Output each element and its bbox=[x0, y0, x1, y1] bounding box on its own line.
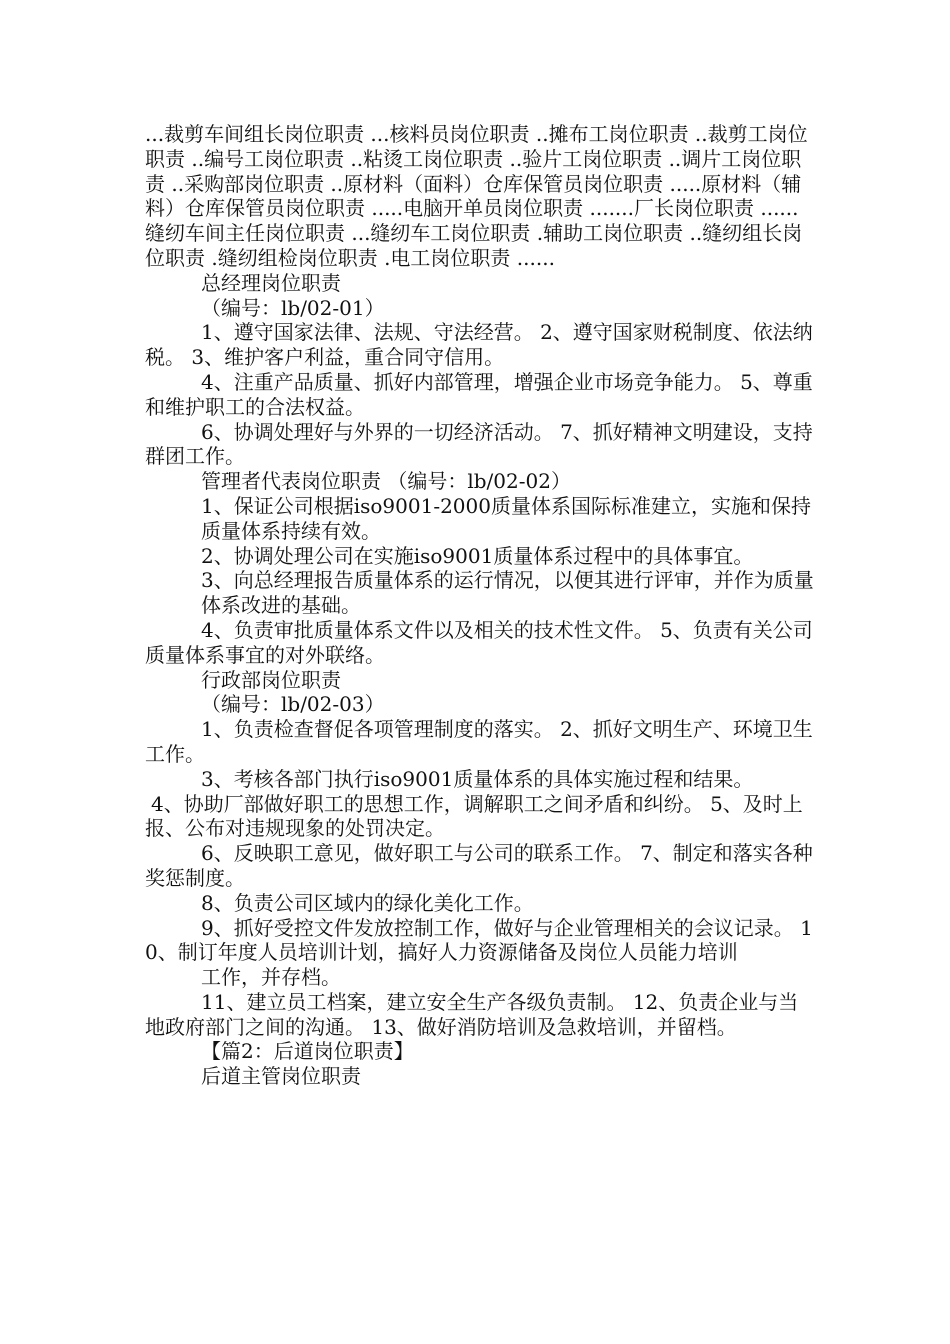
paragraph: 4、注重产品质量、抓好内部管理，增强企业市场竞争能力。 5、尊重和维护职工的合法权益。 bbox=[145, 369, 813, 419]
paragraph: 11、建立员工档案，建立安全生产各级负责制。 12、负责企业与当地政府部门之间的沟通。 13、做好消防培训及急救培训，并留档。 bbox=[145, 989, 799, 1039]
paragraph: 2、协调处理公司在实施iso9001质量体系过程中的具体事宜。 bbox=[201, 543, 754, 568]
code-general-manager: （编号：lb/02-01） bbox=[201, 295, 385, 320]
document-body bbox=[145, 122, 815, 1089]
paragraph: 工作，并存档。 bbox=[201, 965, 341, 990]
paragraph: 8、负责公司区域内的绿化美化工作。 bbox=[201, 890, 534, 915]
paragraph: 9、抓好受控文件发放控制工作，做好与企业管理相关的会议记录。 10、制订年度人员培训计划，搞好人力资源储备及岗位人员能力培训 bbox=[145, 915, 813, 965]
heading-general-manager: 总经理岗位职责 bbox=[201, 270, 341, 295]
paragraph: 3、向总经理报告质量体系的运行情况，以便其进行评审，并作为质量 bbox=[201, 568, 814, 593]
paragraph: 4、协助厂部做好职工的思想工作，调解职工之间矛盾和纠纷。 5、及时上报、公布对违规现象的处罚决定。 bbox=[145, 791, 803, 841]
paragraph: 6、反映职工意见，做好职工与公司的联系工作。 7、制定和落实各种奖惩制度。 bbox=[145, 841, 813, 890]
heading-management-representative: 管理者代表岗位职责 （编号：lb/02-02） bbox=[201, 469, 571, 494]
section-heading: 【篇2：后道岗位职责】 bbox=[201, 1039, 414, 1064]
heading-admin-department: 行政部岗位职责 bbox=[201, 667, 341, 692]
code-admin-department: （编号：lb/02-03） bbox=[201, 692, 385, 717]
paragraph: 3、考核各部门执行iso9001质量体系的具体实施过程和结果。 bbox=[201, 766, 754, 791]
paragraph-toc: ...裁剪车间组长岗位职责 ...核料员岗位职责 ..摊布工岗位职责 ..裁剪工岗位职责 ..编号工岗位职责 ..粘烫工岗位职责 ..验片工岗位职责 ..调片工岗位职责 ..采购部岗位职责 ..原材料（面料）仓库保管员岗位职责 .....原材料（辅料）仓库保管员岗位职责 .....电脑开单员岗位职责 .......厂长岗位职责 ......缝纫车间主任岗位职责 ...缝纫车工岗位职责 .辅助工岗位职责 ..缝纫组长岗位职责 .缝纫组检岗位职责 .电工岗位职责 ...... bbox=[145, 122, 808, 270]
heading-finishing-supervisor: 后道主管岗位职责 bbox=[201, 1064, 361, 1089]
paragraph: 1、负责检查督促各项管理制度的落实。 2、抓好文明生产、环境卫生工作。 bbox=[145, 717, 813, 766]
paragraph: 4、负责审批质量体系文件以及相关的技术性文件。 5、负责有关公司质量体系事宜的对外联络。 bbox=[145, 617, 813, 667]
paragraph: 体系改进的基础。 bbox=[201, 593, 361, 618]
paragraph: 质量体系持续有效。 bbox=[201, 518, 381, 543]
paragraph: 6、协调处理好与外界的一切经济活动。 7、抓好精神文明建设，支持群团工作。 bbox=[145, 419, 813, 469]
paragraph: 1、保证公司根据iso9001-2000质量体系国际标准建立，实施和保持 bbox=[201, 493, 811, 518]
paragraph: 1、遵守国家法律、法规、守法经营。 2、遵守国家财税制度、依法纳税。 3、维护客户利益，重合同守信用。 bbox=[145, 320, 813, 370]
